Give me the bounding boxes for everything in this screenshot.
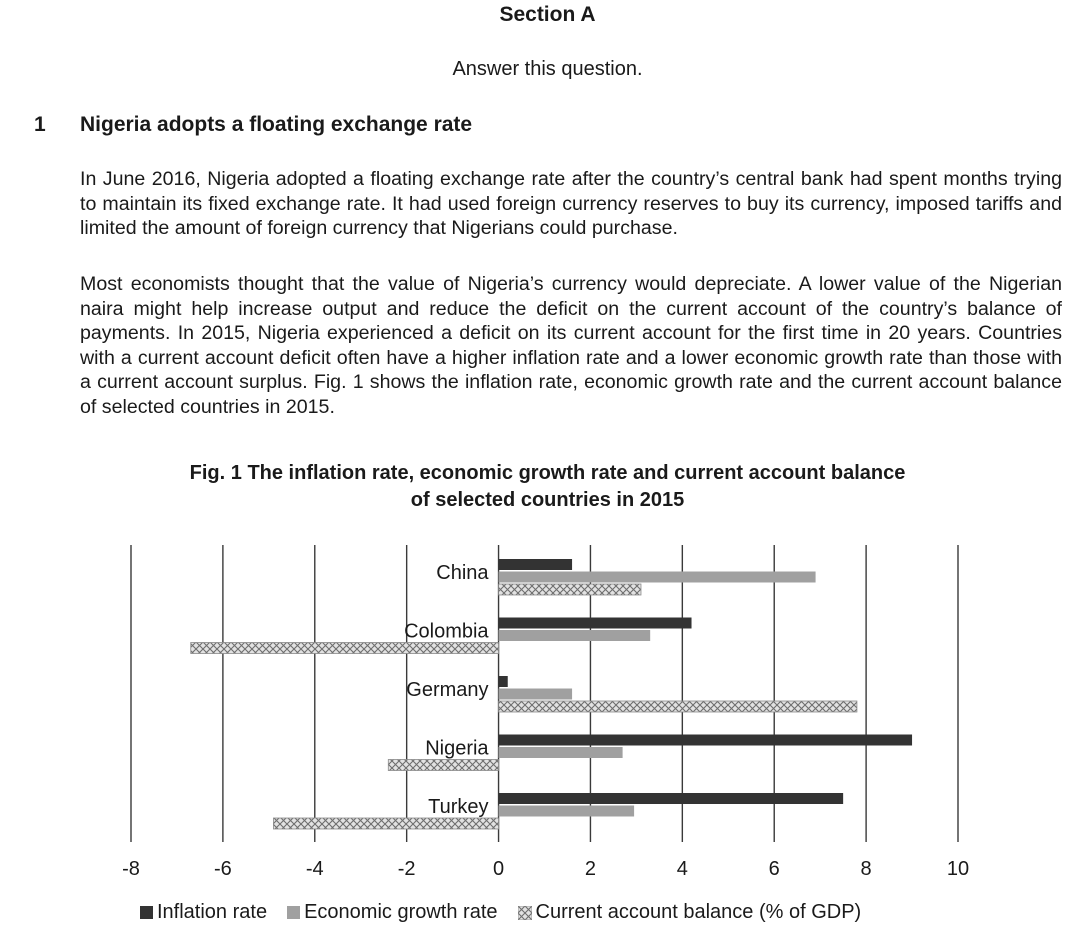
legend-swatch-current-account [518,906,532,920]
chart-legend [140,901,881,924]
x-tick-label: -8 [122,858,140,880]
bar-nigeria-0 [499,735,913,746]
legend-item-inflation [140,901,267,924]
legend-label-current-account: Current account balance (% of GDP) [535,901,862,923]
question-number: 1 [34,113,46,136]
x-tick-label: 0 [492,858,505,880]
figure-title [0,460,1080,514]
bar-china-1 [499,572,816,583]
x-tick-label: -6 [213,858,232,880]
bar-nigeria-2 [388,760,498,771]
legend-swatch-growth [287,906,300,919]
figure-title-line-1: Fig. 1 The inflation rate, economic growth rate and current account balance [189,462,906,484]
bar-colombia-2 [191,643,499,654]
bar-germany-1 [499,689,573,700]
paragraph-1: In June 2016, Nigeria adopted a floating exchange rate after the country’s central bank had spent months trying to maintain its fixed exchange rate. It had used foreign currency reserves to buy its currency, imposed tariffs and limited the amount of foreign currency that Nigerians could purchase. [80,168,1062,239]
question-heading: Nigeria adopts a floating exchange rate [80,113,473,136]
category-label-colombia: Colombia [404,620,489,643]
bar-china-2 [499,584,641,595]
bar-turkey-2 [273,818,498,829]
instruction-text: Answer this question. [452,58,643,80]
bar-colombia-1 [499,630,651,641]
legend-label-inflation: Inflation rate [157,901,268,923]
legend-label-growth: Economic growth rate [304,901,498,923]
category-label-germany: Germany [406,679,489,701]
bar-chart [0,530,1080,895]
bar-china-0 [499,559,573,570]
x-tick-label: 8 [860,858,872,880]
legend-item-growth [287,901,497,924]
bar-turkey-0 [499,793,844,804]
paragraph-2: Most economists thought that the value of Nigeria’s currency would depreciate. A lower value of the Nigerian naira might help increase output and reduce the deficit on the current account of the country’s balance of payments. In 2015, Nigeria experienced a deficit on its current account for the first time in 20 years. Countries with a current account deficit often have a higher inflation rate and a lower economic growth rate than those with a current account surplus. Fig. 1 shows the inflation rate, economic growth rate and the current account balance of selected countries in 2015. [80,273,1062,418]
bar-turkey-1 [499,806,635,817]
bar-germany-0 [499,676,508,687]
bar-germany-2 [499,701,857,712]
x-tick-label: -4 [305,858,324,880]
category-label-china: China [436,562,489,584]
x-tick-label: -2 [397,858,416,880]
category-label-nigeria: Nigeria [425,737,489,760]
figure-title-line-2: of selected countries in 2015 [410,489,685,511]
category-label-turkey: Turkey [428,796,489,818]
x-tick-label: 10 [946,858,970,880]
x-tick-label: 4 [676,858,688,880]
legend-swatch-inflation [140,906,153,919]
section-title: Section A [499,3,596,26]
x-tick-label: 6 [768,858,780,880]
x-tick-label: 2 [584,858,597,880]
bar-nigeria-1 [499,747,623,758]
legend-item-current-account [518,901,862,924]
bar-colombia-0 [499,618,692,629]
